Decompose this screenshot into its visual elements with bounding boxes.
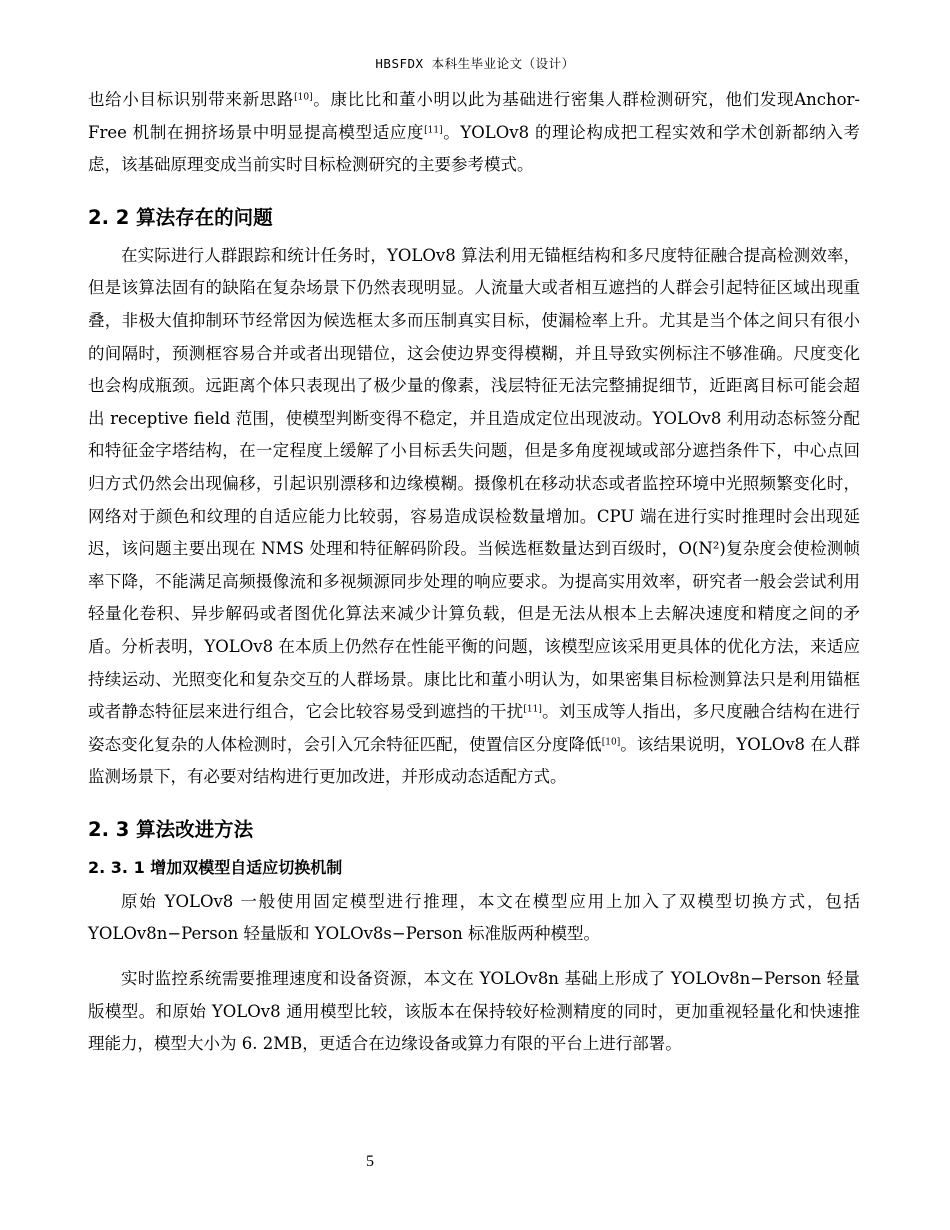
citation-ref: [10] (601, 737, 621, 748)
section-2-2-text-a: 在实际进行人群跟踪和统计任务时，YOLOv8 算法利用无锚框结构和多尺度特征融合提高检测效率，但是该算法固有的缺陷在复杂场景下仍然表现明显。人流量大或者相互遮挡的人群会引起特征区域出现重叠，非极大值抑制环节经常因为候选框太多而压制真实目标，使漏检率上升。尤其是当个体之间只有很小的间隔时，预测框容易合并或者出现错位，这会使边界变得模糊，并且导致实例标注不够准确。尺度变化也会构成瓶颈。远距离个体只表现出了极少量的像素，浅层特征无法完整捕捉细节，近距离目标可能会超出 receptive field 范围，使模型判断变得不稳定，并且造成定位出现波动。YOLOv8 利用动态标签分配和特征金字塔结构，在一定程度上缓解了小目标丢失问题，但是多角度视域或部分遮挡条件下，中心点回归方式仍然会出现偏移，引起识别漂移和边缘模糊。摄像机在移动状态或者监控环境中光照频繁变化时，网络对于颜色和纹理的自适应能力比较弱，容易造成误检数量增加。CPU 端在进行实时推理时会出现延迟，该问题主要出现在 NMS 处理和特征解码阶段。当候选框数量达到百级时，O(N²)复杂度会使检测帧率下降，不能满足高频摄像流和多视频源同步处理的响应要求。为提高实用效率，研究者一般会尝试利用轻量化卷积、异步解码或者图优化算法来减少计算负载，但是无法从根本上去解决速度和精度之间的矛盾。分析表明，YOLOv8 在本质上仍然存在性能平衡的问题，该模型应该采用更具体的优化方法，来适应持续运动、光照变化和复杂交互的人群场景。康比比和董小明认为，如果密集目标检测算法只是利用锚框或者静态特征层来进行组合，它会比较容易受到遮挡的干扰 (88, 245, 860, 722)
page-number: 5 (366, 1153, 374, 1170)
section-2-3-1-paragraph-1: 原始 YOLOv8 一般使用固定模型进行推理，本文在模型应用上加入了双模型切换方式，包括 YOLOv8n−Person 轻量版和 YOLOv8s−Person 标准版两种模型。 (88, 891, 860, 944)
citation-ref: [11] (424, 125, 443, 136)
intro-text-b: 。康比比和董小明以此为基础进行密集人群检测研究，他们发现Anchor-Free 机制在拥挤场景中明显提高模型适应度 (88, 90, 860, 142)
citation-ref: [11] (523, 704, 542, 715)
citation-ref: [10] (294, 92, 313, 103)
section-heading-2-2: 2. 2 算法存在的问题 (88, 205, 273, 229)
subsection-heading-2-3-1: 2. 3. 1 增加双模型自适应切换机制 (88, 857, 343, 877)
intro-text-c: 。YOLOv8 的理论构成把工程实效和学术创新都纳入考虑，该基础原理变成当前实时目标检测研究的主要参考模式。 (88, 122, 860, 175)
section-2-2-text-c: 。该结果说明，YOLOv8 在人群监测场景下，有必要对结构进行更加改进，并形成动态适配方式。 (88, 734, 861, 787)
intro-paragraph (88, 84, 860, 182)
section-2-3-1-paragraph-2: 实时监控系统需要推理速度和设备资源，本文在 YOLOv8n 基础上形成了 YOLOv8n−Person 轻量版模型。和原始 YOLOv8 通用模型比较，该版本在保持较好检测精度的同时，更加重视轻量化和快速推理能力，模型大小为 6. 2MB，更适合在边缘设备或算力有限的平台上进行部署。 (88, 969, 860, 1054)
section-2-2-text-b: 。刘玉成等人指出，多尺度融合结构在进行姿态变化复杂的人体检测时，会引入冗余特征匹配，使置信区分度降低 (88, 702, 861, 754)
running-header: HBSFDX 本科生毕业论文（设计） (375, 56, 575, 71)
section-heading-2-3: 2. 3 算法改进方法 (88, 817, 254, 841)
intro-text-a: 也给小目标识别带来新思路 (88, 90, 295, 109)
paper-body (88, 84, 860, 1061)
section-2-2-paragraph (88, 240, 860, 794)
